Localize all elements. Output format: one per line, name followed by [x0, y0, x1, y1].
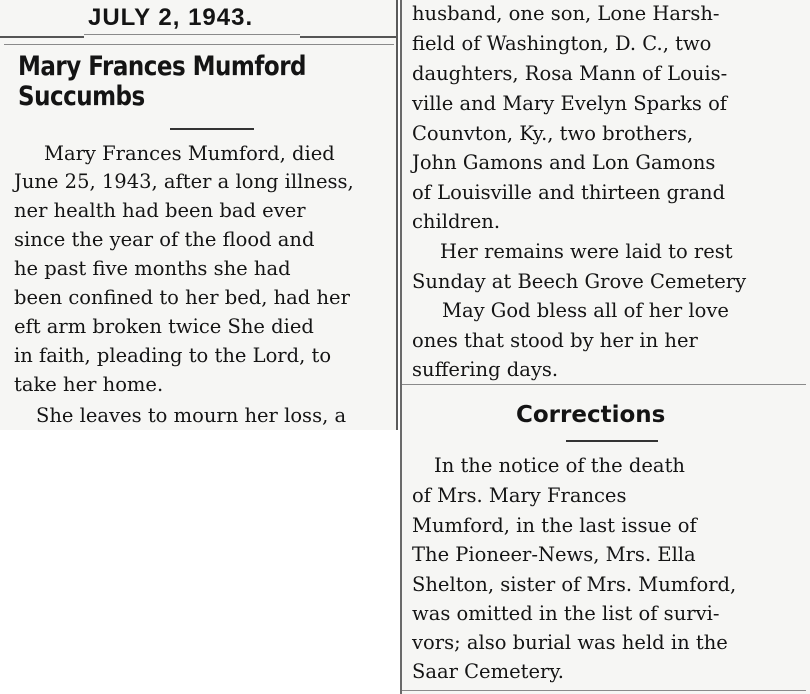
article-line: suffering days.: [412, 358, 559, 381]
article-line: John Gamons and Lon Gamons: [412, 151, 716, 174]
bottom-rule: [402, 690, 806, 691]
article-line: since the year of the flood and: [14, 228, 315, 251]
headline-line-2: Succumbs: [18, 82, 145, 112]
article-line: eft arm broken twice She died: [14, 315, 314, 338]
article-line: She leaves to mourn her loss, a: [36, 404, 347, 427]
article-line: he past five months she had: [14, 257, 291, 280]
article-line: June 25, 1943, after a long illness,: [14, 170, 354, 193]
article-line: in faith, pleading to the Lord, to: [14, 344, 332, 367]
article-line: vors; also burial was held in the: [412, 631, 728, 654]
article-line: of Mrs. Mary Frances: [412, 484, 627, 507]
article-line: ones that stood by her in her: [412, 329, 698, 352]
article-line: ville and Mary Evelyn Sparks of: [412, 92, 728, 115]
dateline-underline: [84, 34, 300, 35]
article-line: take her home.: [14, 373, 164, 396]
rule-right-top: [300, 36, 398, 38]
article-line: Sunday at Beech Grove Cemetery: [412, 270, 747, 293]
left-clipping: [0, 0, 398, 430]
article-line: Counvton, Ky., two brothers,: [412, 122, 694, 145]
article-line: The Pioneer-News, Mrs. Ella: [412, 543, 696, 566]
article-line: Shelton, sister of Mrs. Mumford,: [412, 573, 737, 596]
article-line: May God bless all of her love: [442, 299, 729, 322]
article-line: was omitted in the list of survi-: [412, 602, 720, 625]
corrections-title: Corrections: [516, 402, 666, 428]
article-line: of Louisville and thirteen grand: [412, 181, 726, 204]
article-line: Mumford, in the last issue of: [412, 514, 697, 537]
article-line: children.: [412, 210, 501, 233]
article-line: Mary Frances Mumford, died: [44, 142, 335, 165]
corrections-ornament: [566, 440, 658, 442]
article-line: ner health had been bad ever: [14, 199, 306, 222]
article-line: husband, one son, Lone Harsh-: [412, 2, 720, 25]
article-line: field of Washington, D. C., two: [412, 32, 712, 55]
article-line: daughters, Rosa Mann of Louis-: [412, 62, 728, 85]
headline-line-1: Mary Frances Mumford: [18, 52, 307, 82]
rule-under-dateline: [4, 44, 394, 45]
section-divider: [402, 384, 806, 385]
article-line: In the notice of the death: [434, 454, 685, 477]
article-line: Saar Cemetery.: [412, 660, 564, 683]
headline-ornament: [170, 128, 254, 130]
article-line: Her remains were laid to rest: [440, 240, 733, 263]
dateline: JULY 2, 1943.: [88, 4, 254, 31]
rule-left-top: [0, 36, 84, 38]
article-line: been confined to her bed, had her: [14, 286, 350, 309]
